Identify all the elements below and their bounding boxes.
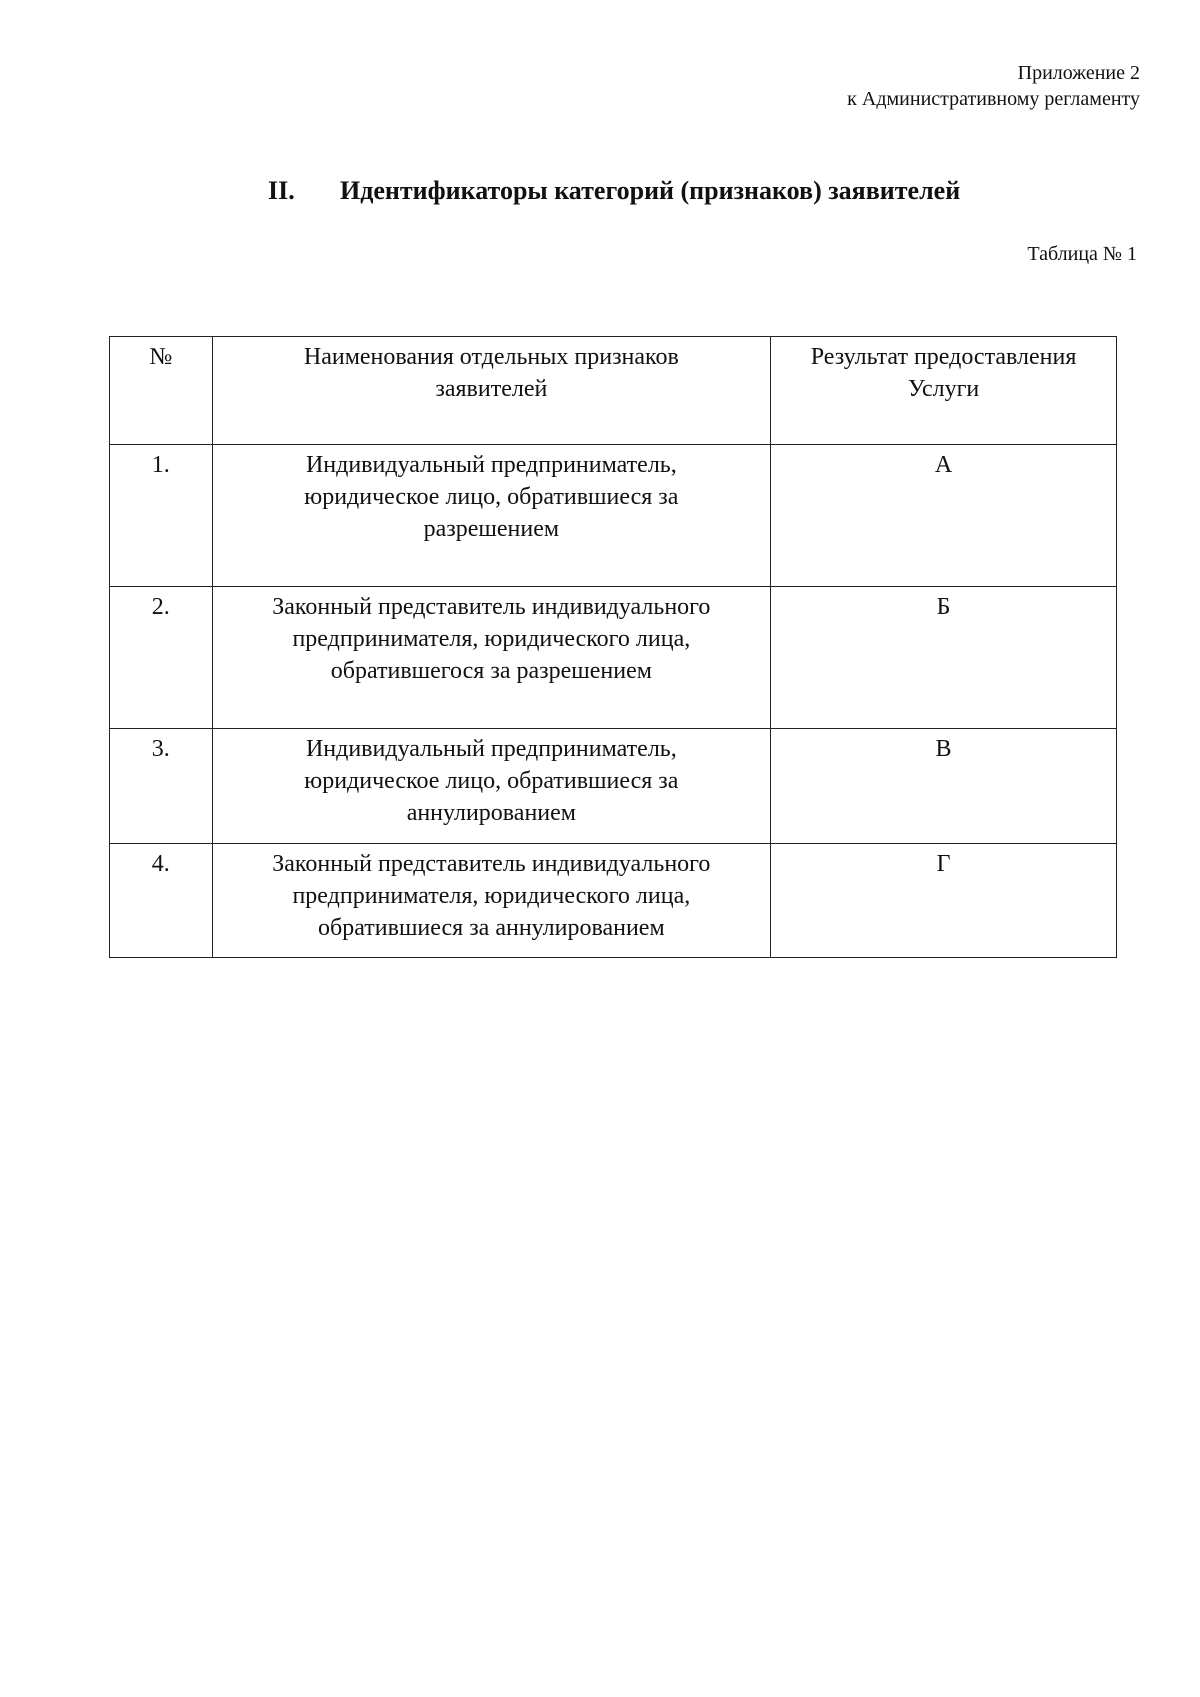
table-caption: Таблица № 1 <box>1027 243 1137 265</box>
header-name-line-1: Наименования отдельных признаков <box>303 344 679 370</box>
row-description <box>212 844 771 958</box>
table-row <box>110 587 1117 729</box>
row-description-line: обратившегося за разрешением <box>330 658 652 684</box>
header-name-cell <box>212 337 771 445</box>
section-heading <box>268 176 960 206</box>
row-description-line: разрешением <box>423 516 560 542</box>
table-row <box>110 729 1117 844</box>
row-number: 3. <box>110 729 213 844</box>
table-row <box>110 445 1117 587</box>
row-result: Б <box>771 587 1117 729</box>
row-result: Г <box>771 844 1117 958</box>
row-description-line: предпринимателя, юридического лица, <box>292 626 691 652</box>
row-description <box>212 445 771 587</box>
section-number: II. <box>268 176 295 205</box>
row-description-line: обратившиеся за аннулированием <box>318 915 665 941</box>
row-number: 2. <box>110 587 213 729</box>
row-description-line: Законный представитель индивидуального <box>272 851 711 877</box>
row-number: 4. <box>110 844 213 958</box>
header-result-line-1: Результат предоставления <box>810 344 1077 370</box>
row-description-line: Индивидуальный предприниматель, <box>305 736 677 762</box>
row-result: В <box>771 729 1117 844</box>
header-number: № <box>149 344 173 370</box>
applicant-categories-table <box>109 336 1117 958</box>
row-result: А <box>771 445 1117 587</box>
appendix-line-2: к Административному регламенту <box>847 88 1140 110</box>
row-description-line: Индивидуальный предприниматель, <box>305 452 677 478</box>
row-description-line: юридическое лицо, обратившиеся за <box>304 484 679 510</box>
row-description-line: аннулированием <box>406 800 576 826</box>
header-number-cell <box>110 337 213 445</box>
row-number: 1. <box>110 445 213 587</box>
table-row <box>110 844 1117 958</box>
header-result-line-2: Услуги <box>907 376 980 402</box>
row-description <box>212 729 771 844</box>
row-description <box>212 587 771 729</box>
appendix-note <box>847 60 1140 112</box>
section-title: Идентификаторы категорий (признаков) заявителей <box>340 176 961 205</box>
row-description-line: Законный представитель индивидуального <box>272 594 711 620</box>
row-description-line: юридическое лицо, обратившиеся за <box>304 768 679 794</box>
appendix-line-1: Приложение 2 <box>1017 62 1140 84</box>
row-description-line: предпринимателя, юридического лица, <box>292 883 691 909</box>
table-header-row <box>110 337 1117 445</box>
header-result-cell <box>771 337 1117 445</box>
header-name-line-2: заявителей <box>435 376 548 402</box>
